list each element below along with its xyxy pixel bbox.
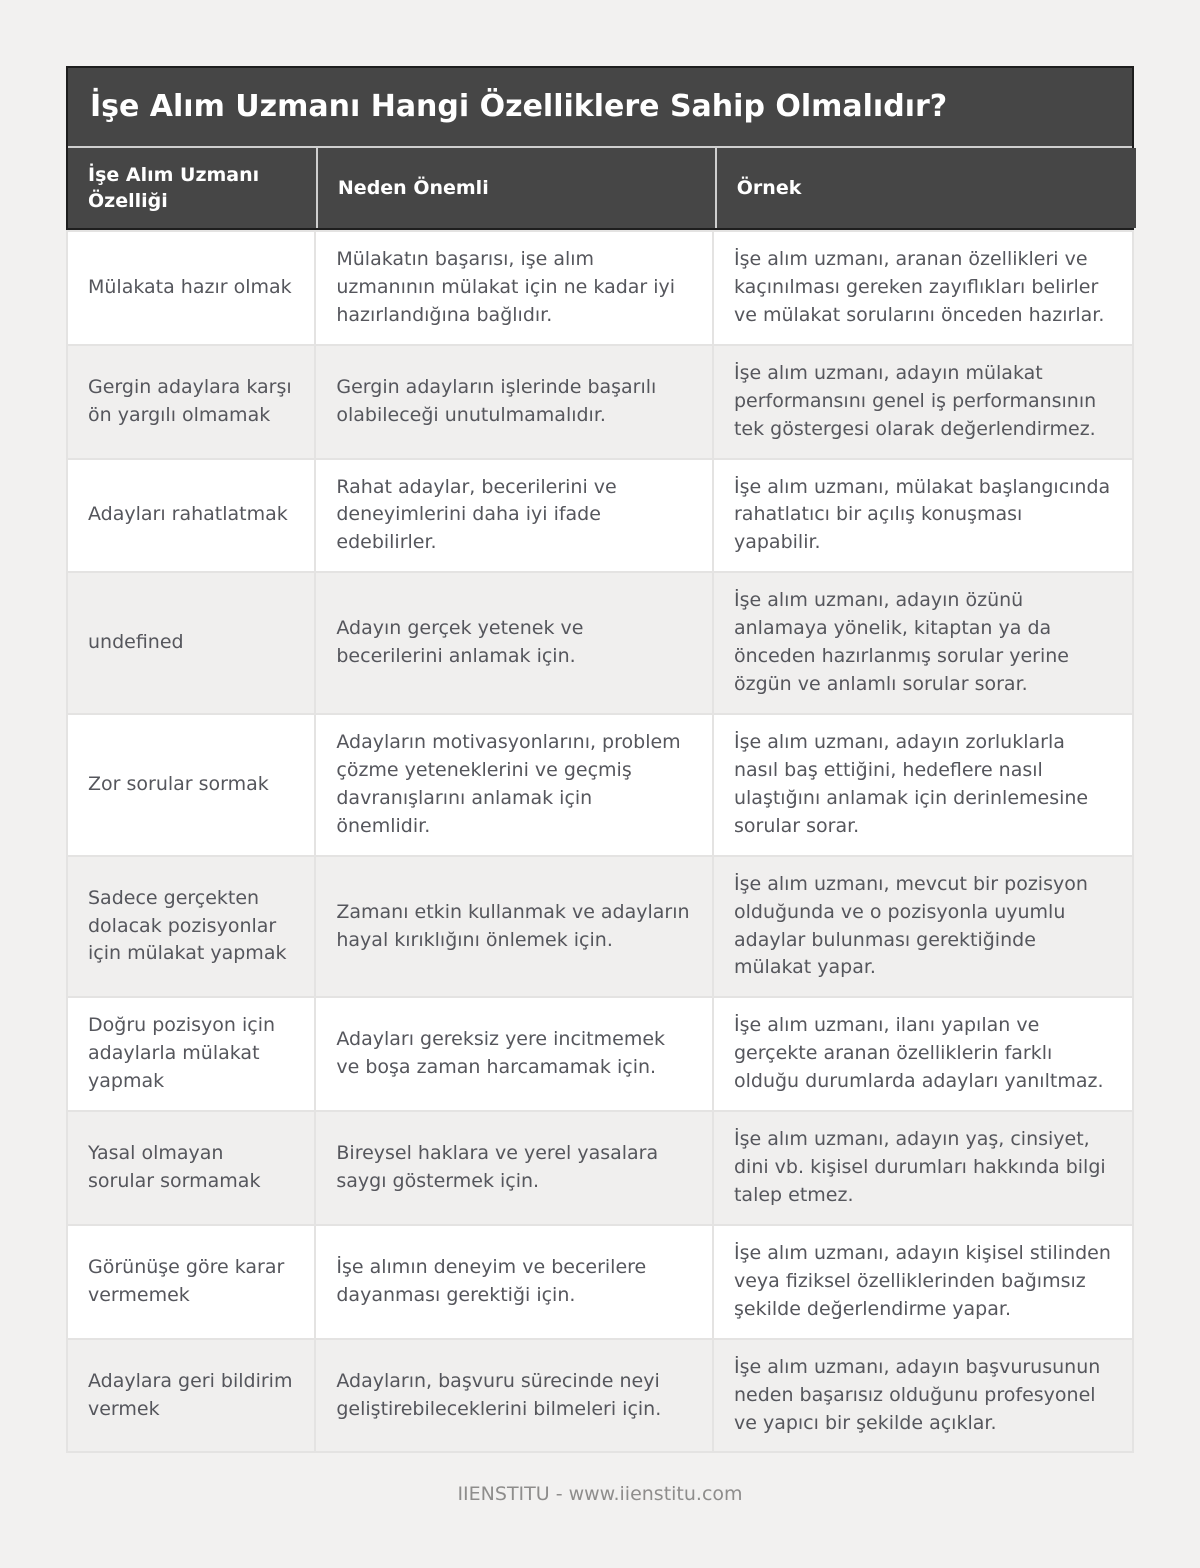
table-row [67, 459, 1133, 573]
cell-ornek: İşe alım uzmanı, adayın zorluklarla nasıl baş ettiğini, hedeflere nasıl ulaştığını anlamak için derinlemesine sorular sorar. [713, 714, 1133, 856]
cell-ozellik: Adayları rahatlatmak [67, 459, 315, 573]
table-header-block [66, 66, 1134, 230]
cell-neden: İşe alımın deneyim ve becerilere dayanması gerektiği için. [315, 1225, 713, 1339]
cell-ornek: İşe alım uzmanı, adayın başvurusunun neden başarısız olduğunu profesyonel ve yapıcı bir şekilde açıklar. [713, 1339, 1133, 1453]
page-title: İşe Alım Uzmanı Hangi Özelliklere Sahip Olmalıdır? [68, 68, 1132, 146]
table-header-row [68, 148, 1132, 228]
cell-neden: Bireysel haklara ve yerel yasalara saygı göstermek için. [315, 1111, 713, 1225]
cell-ornek: İşe alım uzmanı, adayın kişisel stilinden veya fiziksel özelliklerinden bağımsız şekilde değerlendirme yapar. [713, 1225, 1133, 1339]
cell-neden: Adayların, başvuru sürecinde neyi geliştirebileceklerini bilmeleri için. [315, 1339, 713, 1453]
footer-text: IIENSTITU - www.iienstitu.com [457, 1483, 743, 1506]
cell-neden: Mülakatın başarısı, işe alım uzmanının mülakat için ne kadar iyi hazırlandığına bağlıdır. [315, 231, 713, 345]
table-row [67, 856, 1133, 998]
cell-ornek: İşe alım uzmanı, adayın yaş, cinsiyet, dini vb. kişisel durumları hakkında bilgi talep etmez. [713, 1111, 1133, 1225]
table-row [67, 231, 1133, 345]
table-row [67, 1225, 1133, 1339]
cell-neden: Gergin adayların işlerinde başarılı olabileceği unutulmamalıdır. [315, 345, 713, 459]
cell-ornek: İşe alım uzmanı, adayın mülakat performansını genel iş performansının tek göstergesi olarak değerlendirmez. [713, 345, 1133, 459]
cell-neden: Zamanı etkin kullanmak ve adayların hayal kırıklığını önlemek için. [315, 856, 713, 998]
cell-ozellik: Doğru pozisyon için adaylarla mülakat yapmak [67, 997, 315, 1111]
table-row [67, 1111, 1133, 1225]
cell-ornek: İşe alım uzmanı, mevcut bir pozisyon olduğunda ve o pozisyonla uyumlu adaylar bulunması gerektiğinde mülakat yapar. [713, 856, 1133, 998]
cell-ozellik: Adaylara geri bildirim vermek [67, 1339, 315, 1453]
cell-ozellik: Zor sorular sormak [67, 714, 315, 856]
table-body [67, 231, 1133, 1452]
cell-neden: Adayları gereksiz yere incitmemek ve boşa zaman harcamamak için. [315, 997, 713, 1111]
cell-ozellik: Gergin adaylara karşı ön yargılı olmamak [67, 345, 315, 459]
table-row [67, 345, 1133, 459]
column-header-ornek: Örnek [717, 148, 1136, 228]
table-row [67, 714, 1133, 856]
cell-ozellik: Sadece gerçekten dolacak pozisyonlar için mülakat yapmak [67, 856, 315, 998]
table-row [67, 572, 1133, 714]
cell-ornek: İşe alım uzmanı, ilanı yapılan ve gerçekte aranan özelliklerin farklı olduğu durumlarda adayları yanıltmaz. [713, 997, 1133, 1111]
table-row [67, 1339, 1133, 1453]
cell-ozellik: Görünüşe göre karar vermemek [67, 1225, 315, 1339]
column-header-neden: Neden Önemli [318, 148, 715, 228]
cell-ozellik: undefined [67, 572, 315, 714]
characteristics-table [66, 230, 1134, 1453]
cell-ornek: İşe alım uzmanı, aranan özellikleri ve kaçınılması gereken zayıflıkları belirler ve mülakat sorularını önceden hazırlar. [713, 231, 1133, 345]
cell-neden: Rahat adaylar, becerilerini ve deneyimlerini daha iyi ifade edebilirler. [315, 459, 713, 573]
cell-ornek: İşe alım uzmanı, mülakat başlangıcında rahatlatıcı bir açılış konuşması yapabilir. [713, 459, 1133, 573]
column-header-ozellik: İşe Alım Uzmanı Özelliği [68, 148, 316, 228]
cell-neden: Adayın gerçek yetenek ve becerilerini anlamak için. [315, 572, 713, 714]
table-row [67, 997, 1133, 1111]
footer [66, 1483, 1134, 1505]
cell-ozellik: Mülakata hazır olmak [67, 231, 315, 345]
cell-ornek: İşe alım uzmanı, adayın özünü anlamaya yönelik, kitaptan ya da önceden hazırlanmış sorular yerine özgün ve anlamlı sorular sorar. [713, 572, 1133, 714]
cell-neden: Adayların motivasyonlarını, problem çözme yeteneklerini ve geçmiş davranışlarını anlamak için önemlidir. [315, 714, 713, 856]
content-table-card [66, 66, 1134, 1505]
cell-ozellik: Yasal olmayan sorular sormamak [67, 1111, 315, 1225]
